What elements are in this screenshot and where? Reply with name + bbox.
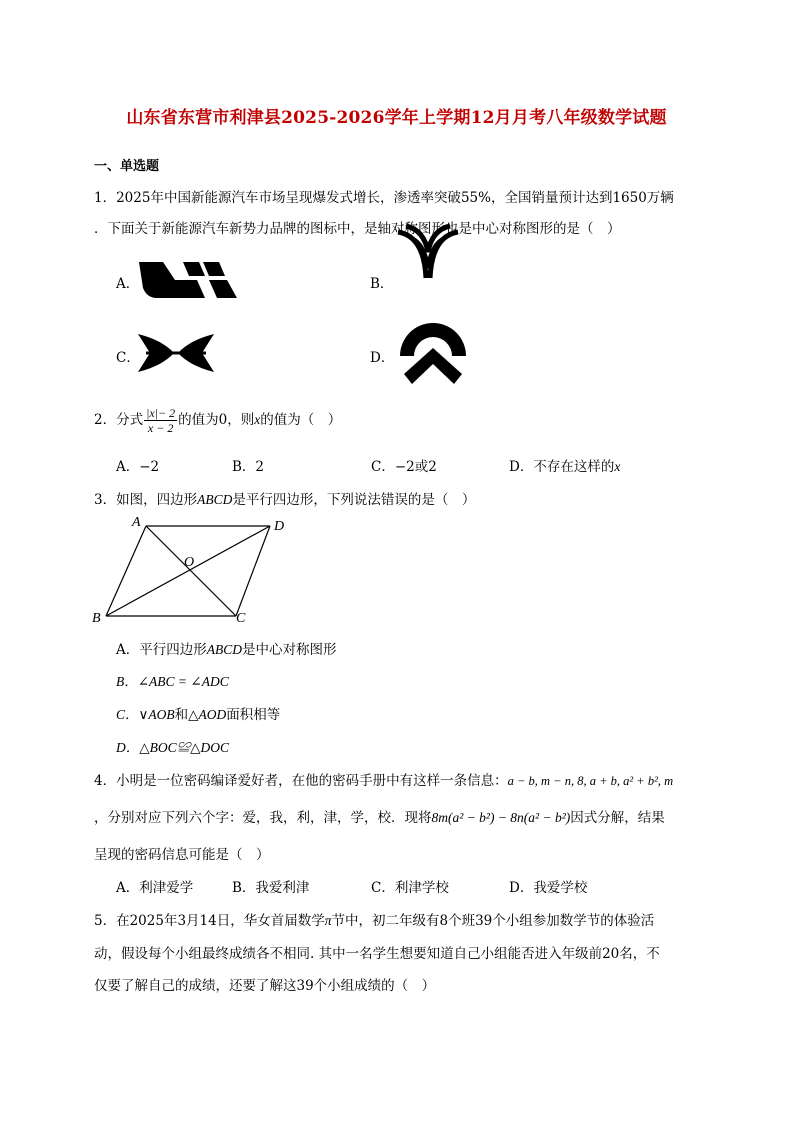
q2-variable: x [254,412,261,427]
q2-numerator: |x|− 2 [146,406,176,420]
q4-option-d: D．我爱学校 [509,880,588,896]
q4-stem-line3: 呈现的密码信息可能是（ ） [94,847,270,863]
q5-line1-a: 5．在2025年3月14日，华女首届数学 [94,913,325,929]
q2-option-b: B．2 [232,459,265,475]
q1-option-d-logo [398,322,468,386]
diagonal-ac [146,526,236,616]
q3-option-a [116,638,337,658]
vertex-label-c: C [236,611,246,626]
q1-option-c-logo [136,330,216,376]
q1-option-b-logo [394,222,462,280]
q2-suffix-a: 的值为0，则 [178,412,255,428]
q4-line2-tail: 因式分解，结果 [570,810,665,826]
q3-stem-variable: ABCD [197,492,233,507]
q1-option-d-label: D． [370,350,395,366]
q3-option-d: D．△BOC≌△DOC [116,740,230,755]
q1-option-a-logo [135,256,241,300]
q4-option-c: C．利津学校 [371,880,449,896]
q5-pi-symbol: π [324,913,332,928]
q2-denominator: x − 2 [147,421,174,435]
q5-line1-b: 节中，初二年级有8个班39个小组参加数学节的体验活 [331,913,655,929]
q1-option-b-label: B． [370,276,394,292]
edge-ba [106,526,146,616]
edge-dc [236,526,270,616]
q4-option-a: A．利津爱学 [116,880,194,896]
q4-stem-line2 [94,806,665,826]
q4-line2-text: ，分别对应下列六个字：爱，我，利，津，学，校．现将 [94,810,432,826]
q2-prefix: 2．分式 [94,412,144,428]
vertex-label-d: D [274,519,285,534]
q2-option-d-text: D．不存在这样的 [509,459,615,475]
q1-stem-line1: 1．2025年中国新能源汽车市场呈现爆发式增长，渗透率突破55%，全国销量预计达到1650万辆 [94,190,674,206]
q1-stem-line2: ．下面关于新能源汽车新势力品牌的图标中，是轴对称图形也是中心对称图形的是（ ） [94,221,621,237]
q4-stem-line1 [94,769,673,789]
q2-stem [94,406,341,435]
q2-suffix-b: 的值为（ ） [260,412,342,428]
q3-stem-b: 是平行四边形，下列说法错误的是（ ） [232,492,476,508]
q2-option-d [509,455,620,475]
vertex-label-b: B [92,611,101,626]
center-label-o: O [184,555,195,570]
q1-option-a-label: A． [116,276,140,292]
q5-stem-line1 [94,909,654,929]
diagonal-bd [106,526,270,616]
q2-option-d-variable: x [614,459,621,474]
q3-option-c-pre: C．∨AOB [116,707,175,722]
q5-stem-line3: 仅要了解自己的成绩，还要了解这39个小组成绩的（ ） [94,978,436,994]
q4-line1-text: 4．小明是一位密码编译爱好者，在他的密码手册中有这样一条信息： [94,773,508,789]
q2-option-c: C．−2或2 [371,459,437,475]
section-heading: 一、单选题 [94,159,160,174]
q3-option-a-post: 是中心对称图形 [242,642,337,658]
q3-option-c-post: △AOD [188,707,227,722]
q4-option-b: B．我爱利津 [232,880,310,896]
vertex-label-a: A [132,515,141,530]
q3-stem [94,488,475,508]
q3-option-c [116,703,280,723]
q3-parallelogram-figure [88,512,298,630]
q3-option-c-end: 面积相等 [226,707,281,723]
q5-stem-line2: 动，假设每个小组最终成绩各不相同. 其中一名学生想要知道自己小组能否进入年级前20名，不 [94,946,660,962]
q3-option-c-mid: 和 [174,707,189,723]
q4-expression: 8m(a² − b²) − 8n(a² − b²) [431,810,571,825]
q3-option-a-variable: ABCD [206,642,242,657]
q2-fraction [144,406,177,435]
q3-stem-a: 3．如图，四边形 [94,492,198,508]
q3-option-b: B．∠ABC = ∠ADC [116,674,229,689]
q1-option-c-label: C． [116,350,140,366]
page-title: 山东省东营市利津县2025-2026学年上学期12月月考八年级数学试题 [126,108,667,128]
q3-option-a-pre: A．平行四边形 [116,642,207,658]
q2-option-a: A．−2 [116,459,160,475]
q4-code-sequence: a − b, m − n, 8, a + b, a² + b², m [507,774,674,788]
